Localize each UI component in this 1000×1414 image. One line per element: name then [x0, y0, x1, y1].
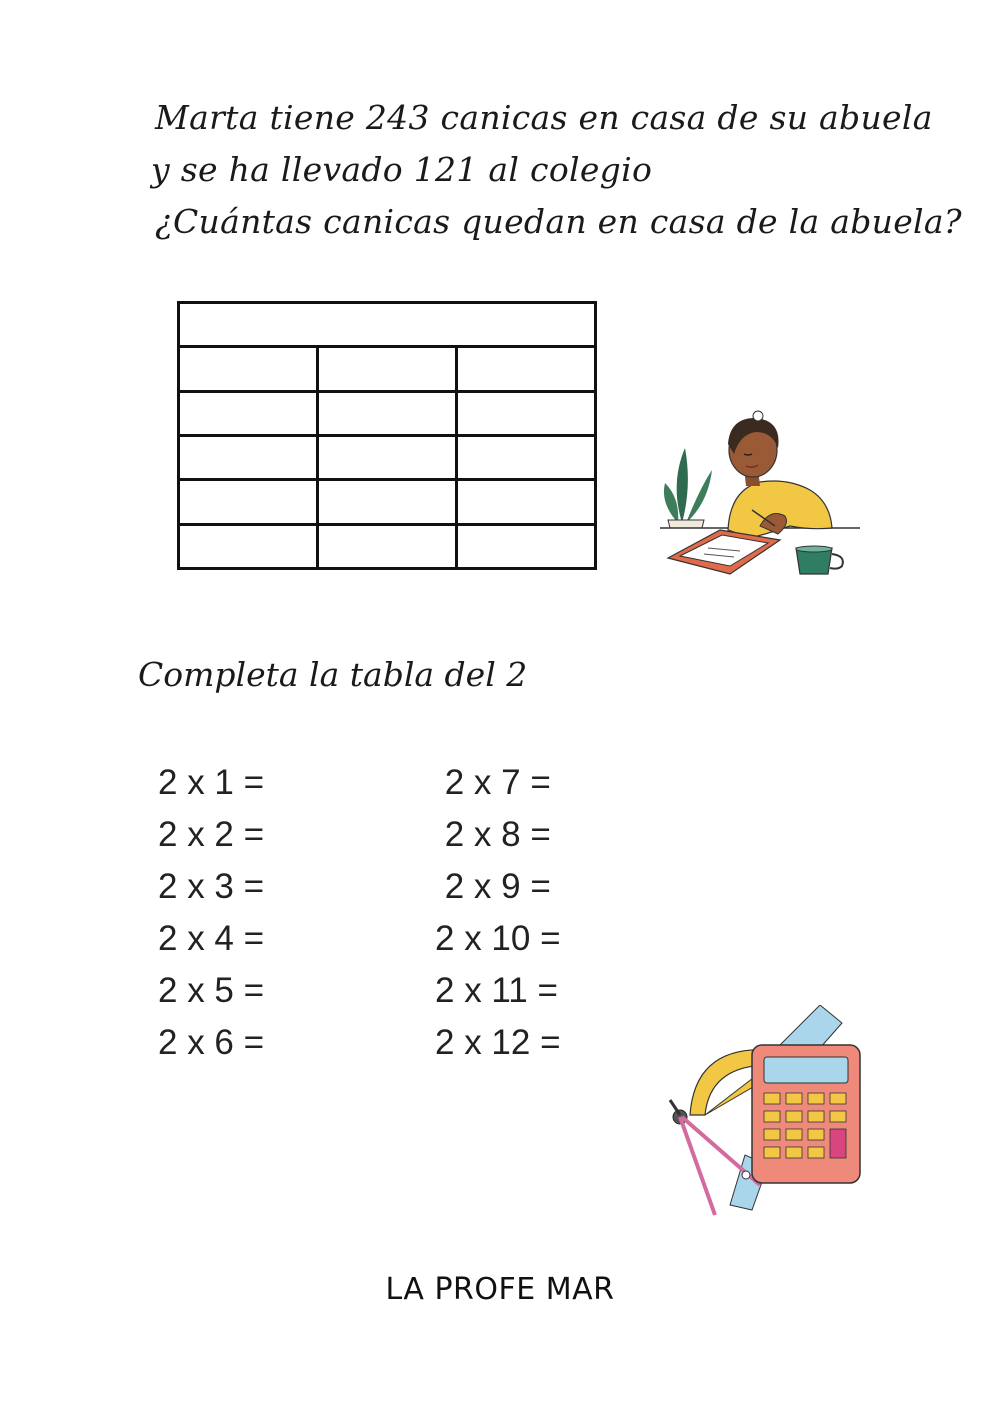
answer-grid-cell[interactable] [179, 524, 318, 568]
answer-grid-cell[interactable] [457, 524, 596, 568]
multiplication-item: 2 x 9 = [435, 867, 551, 906]
multiplication-item: 2 x 8 = [435, 815, 551, 854]
plant-icon [664, 448, 712, 528]
multiplication-column-right [435, 757, 561, 1069]
answer-grid-cell[interactable] [318, 480, 457, 524]
answer-grid-cell[interactable] [179, 347, 318, 391]
answer-grid-cell[interactable] [179, 435, 318, 479]
multiplication-item: 2 x 11 = [435, 971, 558, 1010]
answer-grid-cell[interactable] [179, 391, 318, 435]
answer-grid-cell[interactable] [318, 524, 457, 568]
problem-line-2: y se ha llevado 121 al colegio [151, 150, 653, 189]
multiplication-item: 2 x 10 = [435, 919, 561, 958]
answer-grid-cell[interactable] [457, 435, 596, 479]
multiplication-item: 2 x 7 = [435, 763, 551, 802]
word-problem [151, 92, 962, 248]
multiplication-column-left [158, 757, 264, 1069]
answer-grid-row [179, 347, 596, 391]
answer-grid-header-row [179, 303, 596, 347]
answer-grid-row [179, 435, 596, 479]
answer-grid-cell[interactable] [318, 347, 457, 391]
multiplication-item: 2 x 6 = [158, 1023, 265, 1062]
problem-line-1: Marta tiene 243 canicas en casa de su abuela [155, 98, 933, 137]
multiplication-item: 2 x 3 = [158, 867, 265, 906]
mug-icon [796, 546, 843, 574]
clipboard-icon [668, 530, 780, 574]
answer-grid-cell[interactable] [457, 480, 596, 524]
answer-grid-header-cell[interactable] [179, 303, 596, 347]
answer-grid-row [179, 480, 596, 524]
answer-grid-row [179, 391, 596, 435]
answer-grid-cell[interactable] [318, 391, 457, 435]
answer-grid-cell[interactable] [179, 480, 318, 524]
answer-grid-cell[interactable] [457, 347, 596, 391]
answer-grid [177, 301, 597, 570]
multiplication-item: 2 x 4 = [158, 919, 265, 958]
calculator-icon [752, 1045, 860, 1183]
math-tools-illustration [660, 1005, 870, 1225]
answer-grid-row [179, 524, 596, 568]
multiplication-item: 2 x 5 = [158, 971, 265, 1010]
author-footer: LA PROFE MAR [385, 1272, 615, 1307]
tabla-title: Completa la tabla del 2 [138, 655, 528, 694]
multiplication-item: 2 x 12 = [435, 1023, 561, 1062]
problem-line-3: ¿Cuántas canicas quedan en casa de la abuela? [155, 202, 962, 241]
answer-grid-cell[interactable] [457, 391, 596, 435]
multiplication-item: 2 x 2 = [158, 815, 265, 854]
answer-grid-cell[interactable] [318, 435, 457, 479]
child-figure [728, 411, 832, 538]
multiplication-item: 2 x 1 = [158, 763, 265, 802]
child-writing-illustration [660, 398, 860, 580]
